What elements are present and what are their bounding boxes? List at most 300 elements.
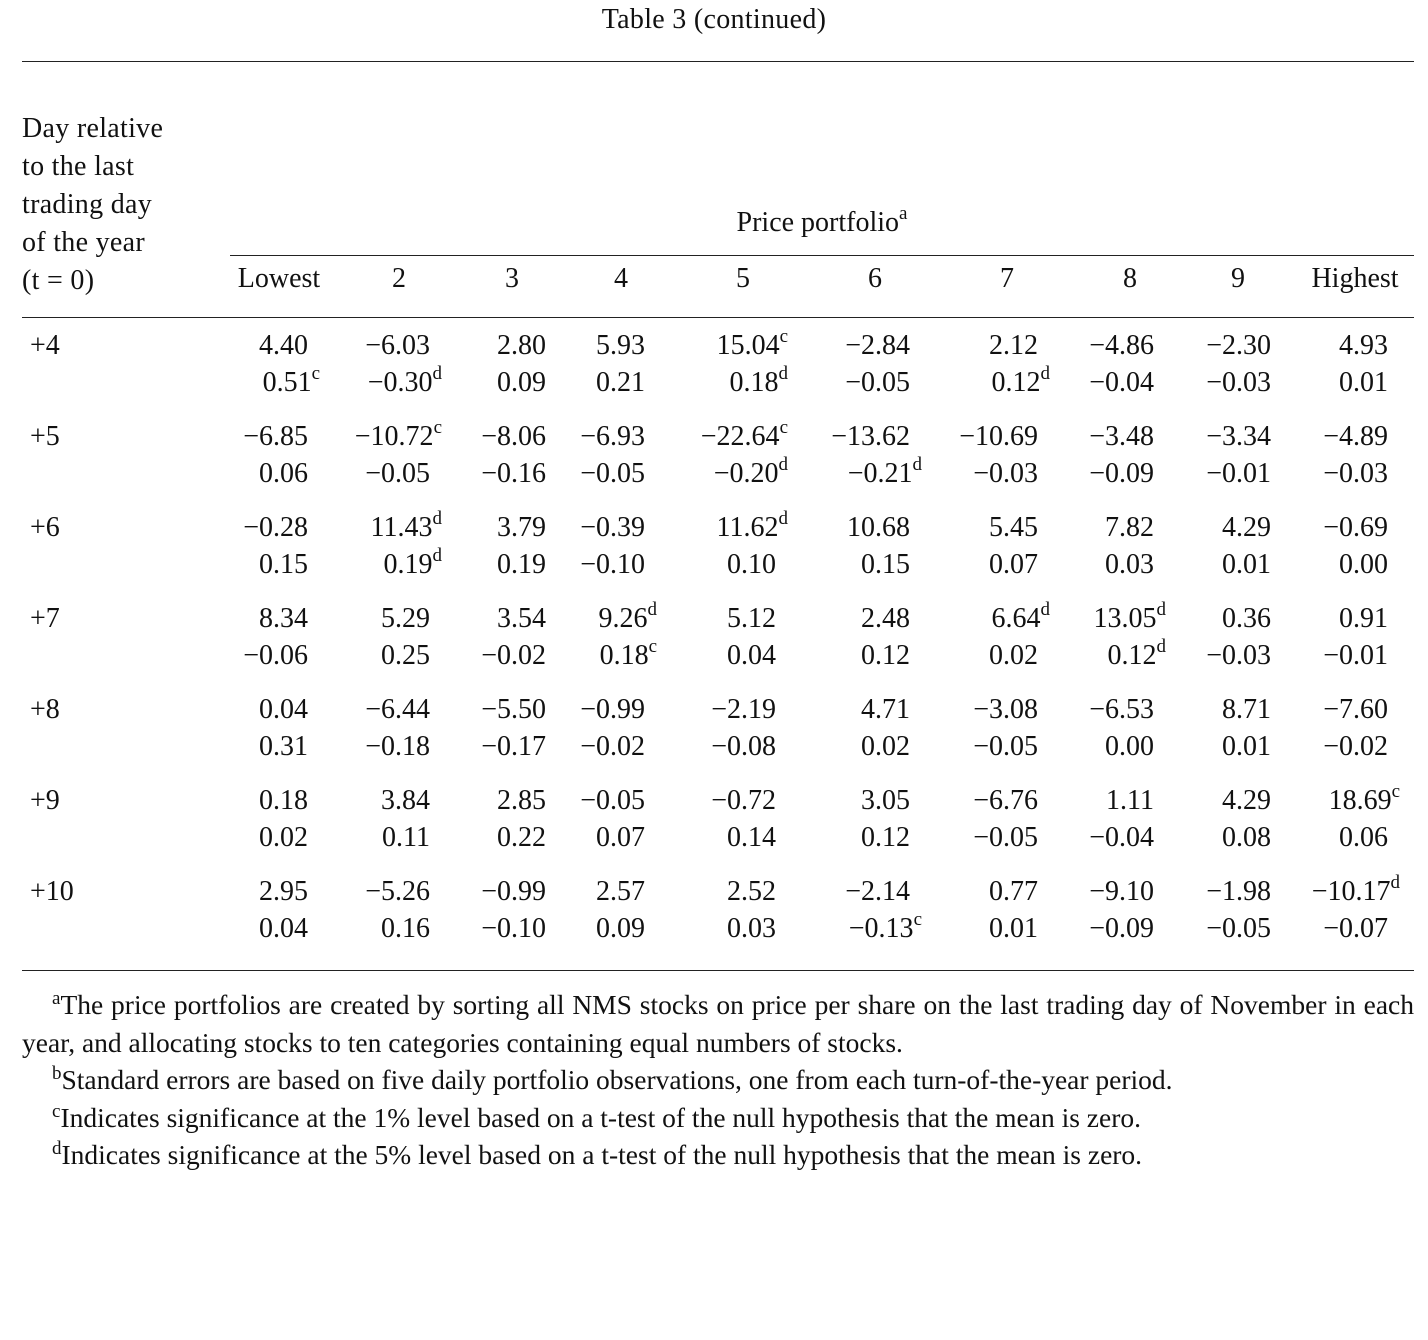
cell-value: −0.03 [973, 458, 1038, 489]
significance-mark: d [1156, 598, 1166, 620]
estimate-cell [1206, 876, 1283, 908]
statistic-cell [383, 544, 443, 581]
row-label: +7 [30, 603, 60, 634]
estimate-cell [989, 512, 1050, 544]
cell-value: 0.51 [262, 367, 312, 398]
significance-mark: d [432, 544, 442, 566]
cell-value: 0.10 [727, 549, 776, 580]
cell-value: −0.05 [365, 458, 430, 489]
cell-value: −0.05 [973, 731, 1038, 762]
statistic-cell [481, 458, 558, 490]
cell-value: −10.69 [959, 421, 1038, 452]
cell-value: −0.05 [580, 785, 645, 816]
estimate-cell [365, 330, 442, 362]
estimate-cell [481, 421, 558, 453]
cell-value: 5.93 [596, 330, 645, 361]
cell-value: 0.00 [1105, 731, 1154, 762]
statistic-cell [497, 367, 558, 399]
cell-value: −0.05 [973, 822, 1038, 853]
cell-value: −0.05 [845, 367, 910, 398]
footnote-text: Standard errors are based on five daily portfolio observations, one from each turn-of-the-year period. [61, 1064, 1173, 1095]
statistic-cell [497, 822, 558, 854]
estimate-cell [481, 694, 558, 726]
statistic-cell [259, 913, 320, 945]
cell-value: 0.01 [989, 913, 1038, 944]
statistic-cell [1206, 367, 1283, 399]
column-header: 3 [505, 263, 519, 294]
statistic-cell [847, 453, 922, 490]
statistic-cell [580, 549, 657, 581]
cell-value: −10.17 [1311, 876, 1391, 907]
statistic-cell [596, 913, 657, 945]
significance-mark: d [1156, 635, 1166, 657]
footnote [22, 1061, 1414, 1099]
cell-value: −2.30 [1206, 330, 1271, 361]
cell-value: 3.79 [497, 512, 546, 543]
cell-value: −0.05 [580, 458, 645, 489]
row-label: +10 [30, 876, 74, 907]
cell-value: 0.18 [259, 785, 308, 816]
cell-value: 3.84 [381, 785, 430, 816]
statistic-cell [973, 458, 1050, 490]
statistic-cell [1206, 458, 1283, 490]
spanner-header [230, 202, 1414, 239]
cell-value: 13.05 [1093, 603, 1157, 634]
table-notes [22, 986, 1414, 1174]
estimate-cell [1222, 785, 1283, 817]
statistic-cell [259, 822, 320, 854]
statistic-cell [481, 913, 558, 945]
cell-value: 0.09 [596, 913, 645, 944]
spanner-rule [230, 255, 1414, 256]
estimate-cell [700, 416, 788, 453]
estimate-cell [259, 603, 320, 635]
cell-value: −10.72 [354, 421, 434, 452]
estimate-cell [354, 416, 442, 453]
statistic-cell [243, 640, 320, 672]
cell-value: 0.01 [1222, 549, 1271, 580]
estimate-cell [1328, 780, 1400, 817]
cell-value: 2.48 [861, 603, 910, 634]
estimate-cell [243, 512, 320, 544]
statistic-cell [1105, 549, 1166, 581]
estimate-cell [580, 785, 657, 817]
statistic-cell [481, 731, 558, 763]
cell-value: 4.71 [861, 694, 910, 725]
cell-value: −3.48 [1089, 421, 1154, 452]
column-header: 8 [1123, 263, 1137, 294]
cell-value: −4.89 [1323, 421, 1388, 452]
statistic-cell [729, 362, 789, 399]
estimate-cell [580, 694, 657, 726]
cell-value: 0.12 [861, 640, 910, 671]
footnote-mark: c [52, 1100, 61, 1122]
statistic-cell [1206, 640, 1283, 672]
cell-value: −0.07 [1323, 913, 1388, 944]
stub-header-line: Day relative [22, 113, 164, 144]
column-header: 4 [614, 263, 628, 294]
estimate-cell [861, 694, 922, 726]
cell-value: −0.05 [1206, 913, 1271, 944]
statistic-cell [711, 731, 788, 763]
statistic-cell [599, 635, 657, 672]
cell-value: −0.28 [243, 512, 308, 543]
cell-value: 6.64 [991, 603, 1041, 634]
cell-value: 0.77 [989, 876, 1038, 907]
cell-value: 0.14 [727, 822, 776, 853]
estimate-cell [973, 785, 1050, 817]
cell-value: 0.21 [596, 367, 645, 398]
cell-value: 0.25 [381, 640, 430, 671]
spanner-mark: a [899, 202, 908, 224]
cell-value: −8.06 [481, 421, 546, 452]
cell-value: 0.04 [727, 640, 776, 671]
cell-value: −0.03 [1323, 458, 1388, 489]
significance-mark: d [1040, 598, 1050, 620]
cell-value: 8.34 [259, 603, 308, 634]
statistic-cell [580, 731, 657, 763]
estimate-cell [381, 603, 442, 635]
cell-value: 2.12 [989, 330, 1038, 361]
top-rule [22, 61, 1414, 62]
estimate-cell [831, 421, 922, 453]
column-header: Lowest [237, 263, 321, 294]
cell-value: −0.72 [711, 785, 776, 816]
cell-value: −2.14 [845, 876, 910, 907]
stub-header [22, 110, 163, 300]
statistic-cell [1105, 731, 1166, 763]
cell-value: 2.80 [497, 330, 546, 361]
estimate-cell [845, 330, 922, 362]
cell-value: −6.93 [580, 421, 645, 452]
footnote-text: The price portfolios are created by sorting all NMS stocks on price per share on the last trading day of November in each year, and allocating stocks to ten categories containing equal numbers of stocks. [22, 989, 1414, 1058]
cell-value: 1.11 [1106, 785, 1154, 816]
statistic-cell [1222, 549, 1283, 581]
statistic-cell [382, 822, 442, 854]
cell-value: 10.68 [847, 512, 910, 543]
statistic-cell [1107, 635, 1167, 672]
statistic-cell [1089, 913, 1166, 945]
cell-value: 0.01 [1222, 731, 1271, 762]
cell-value: 0.12 [991, 367, 1041, 398]
cell-value: −0.04 [1089, 822, 1154, 853]
cell-value: −0.39 [580, 512, 645, 543]
cell-value: −0.16 [481, 458, 546, 489]
header-rule [22, 317, 1414, 318]
significance-mark: d [432, 362, 442, 384]
cell-value: 0.15 [259, 549, 308, 580]
stub-header-line: to the last [22, 151, 135, 182]
estimate-cell [716, 507, 788, 544]
cell-value: −5.26 [365, 876, 430, 907]
cell-value: 2.57 [596, 876, 645, 907]
cell-value: −0.04 [1089, 367, 1154, 398]
estimate-cell [580, 512, 657, 544]
statistic-cell [1222, 822, 1283, 854]
cell-value: −9.10 [1089, 876, 1154, 907]
statistic-cell [1206, 913, 1283, 945]
cell-value: 0.16 [381, 913, 430, 944]
cell-value: 0.06 [1339, 822, 1388, 853]
statistic-cell [991, 362, 1051, 399]
estimate-cell [727, 876, 788, 908]
spanner-text: Price portfolio [736, 207, 900, 238]
cell-value: −4.86 [1089, 330, 1154, 361]
cell-value: 0.36 [1222, 603, 1271, 634]
column-header: 9 [1231, 263, 1245, 294]
row-label: +8 [30, 694, 60, 725]
statistic-cell [259, 731, 320, 763]
cell-value: −6.44 [365, 694, 430, 725]
significance-mark: d [1390, 871, 1400, 893]
cell-value: 0.08 [1222, 822, 1271, 853]
estimate-cell [847, 512, 922, 544]
footnote-mark: a [52, 987, 61, 1009]
cell-value: 18.69 [1328, 785, 1392, 816]
cell-value: 0.07 [596, 822, 645, 853]
cell-value: −0.02 [1323, 731, 1388, 762]
estimate-cell [973, 694, 1050, 726]
significance-mark: d [647, 598, 657, 620]
cell-value: −0.03 [1206, 367, 1271, 398]
statistic-cell [262, 362, 320, 399]
estimate-cell [598, 598, 658, 635]
significance-mark: d [778, 362, 788, 384]
statistic-cell [367, 362, 442, 399]
estimate-cell [727, 603, 788, 635]
cell-value: −0.10 [580, 549, 645, 580]
statistic-cell [1323, 731, 1400, 763]
cell-value: 0.02 [989, 640, 1038, 671]
statistic-cell [596, 367, 657, 399]
estimate-cell [1206, 330, 1283, 362]
estimate-cell [711, 694, 788, 726]
statistic-cell [1089, 458, 1166, 490]
significance-mark: c [1391, 780, 1400, 802]
cell-value: 4.93 [1339, 330, 1388, 361]
estimate-cell [259, 876, 320, 908]
estimate-cell [1089, 876, 1166, 908]
estimate-cell [381, 785, 442, 817]
cell-value: −0.13 [848, 913, 914, 944]
cell-value: −3.34 [1206, 421, 1271, 452]
statistic-cell [481, 640, 558, 672]
cell-value: 8.71 [1222, 694, 1271, 725]
significance-mark: d [432, 507, 442, 529]
estimate-cell [497, 785, 558, 817]
statistic-cell [580, 458, 657, 490]
row-label: +5 [30, 421, 60, 452]
estimate-cell [1106, 785, 1166, 817]
cell-value: −0.03 [1206, 640, 1271, 671]
estimate-cell [580, 421, 657, 453]
estimate-cell [716, 325, 788, 362]
stub-header-line: trading day [22, 189, 153, 220]
estimate-cell [1222, 603, 1283, 635]
cell-value: 0.09 [497, 367, 546, 398]
estimate-cell [1089, 694, 1166, 726]
footnote-mark: b [52, 1062, 62, 1084]
footnote-text: Indicates significance at the 5% level based on a t-test of the null hypothesis that the mean is zero. [61, 1139, 1143, 1170]
cell-value: −13.62 [831, 421, 910, 452]
statistic-cell [1089, 367, 1166, 399]
statistic-cell [1323, 913, 1400, 945]
estimate-cell [1323, 421, 1400, 453]
cell-value: 2.52 [727, 876, 776, 907]
cell-value: 4.29 [1222, 512, 1271, 543]
estimate-cell [1206, 421, 1283, 453]
statistic-cell [1339, 822, 1400, 854]
estimate-cell [1339, 603, 1400, 635]
footnote [22, 1099, 1414, 1137]
estimate-cell [711, 785, 788, 817]
row-label: +4 [30, 330, 60, 361]
cell-value: 3.05 [861, 785, 910, 816]
cell-value: 0.12 [861, 822, 910, 853]
estimate-cell [497, 330, 558, 362]
footnote-mark: d [52, 1137, 62, 1159]
statistic-cell [727, 822, 788, 854]
cell-value: 0.31 [259, 731, 308, 762]
estimate-cell [1339, 330, 1400, 362]
cell-value: −1.98 [1206, 876, 1271, 907]
significance-mark: c [779, 325, 788, 347]
statistic-cell [861, 640, 922, 672]
cell-value: 0.02 [861, 731, 910, 762]
estimate-cell [1323, 512, 1400, 544]
cell-value: 0.19 [497, 549, 546, 580]
statistic-cell [861, 731, 922, 763]
cell-value: 0.04 [259, 913, 308, 944]
significance-mark: d [778, 453, 788, 475]
cell-value: −0.06 [243, 640, 308, 671]
column-header: 7 [1000, 263, 1014, 294]
statistic-cell [1339, 549, 1400, 581]
cell-value: −0.01 [1206, 458, 1271, 489]
significance-mark: c [913, 908, 922, 930]
cell-value: −5.50 [481, 694, 546, 725]
statistic-cell [1323, 458, 1400, 490]
estimate-cell [370, 507, 442, 544]
statistic-cell [259, 549, 320, 581]
cell-value: −0.10 [481, 913, 546, 944]
cell-value: −0.99 [481, 876, 546, 907]
statistic-cell [989, 913, 1050, 945]
estimate-cell [243, 421, 320, 453]
stub-header-line: of the year [22, 227, 146, 258]
statistic-cell [259, 458, 320, 490]
cell-value: −6.85 [243, 421, 308, 452]
cell-value: −0.18 [365, 731, 430, 762]
statistic-cell [1222, 731, 1283, 763]
statistic-cell [989, 549, 1050, 581]
table-caption: Table 3 (continued) [601, 4, 827, 35]
cell-value: −0.09 [1089, 458, 1154, 489]
statistic-cell [1089, 822, 1166, 854]
cell-value: 5.29 [381, 603, 430, 634]
cell-value: −2.84 [845, 330, 910, 361]
cell-value: 15.04 [716, 330, 780, 361]
column-header: 6 [868, 263, 882, 294]
cell-value: 9.26 [598, 603, 648, 634]
estimate-cell [1222, 512, 1283, 544]
footnote [22, 1136, 1414, 1174]
column-header: Highest [1311, 263, 1399, 294]
statistic-cell [596, 822, 657, 854]
cell-value: −0.21 [847, 458, 913, 489]
estimate-cell [1311, 871, 1400, 908]
estimate-cell [259, 330, 320, 362]
estimate-cell [365, 694, 442, 726]
cell-value: −6.03 [365, 330, 430, 361]
cell-value: −0.08 [711, 731, 776, 762]
cell-value: −6.76 [973, 785, 1038, 816]
estimate-cell [1105, 512, 1166, 544]
cell-value: 0.03 [1105, 549, 1154, 580]
cell-value: −7.60 [1323, 694, 1388, 725]
significance-mark: c [648, 635, 657, 657]
cell-value: −0.69 [1323, 512, 1388, 543]
cell-value: −0.09 [1089, 913, 1154, 944]
column-header: 2 [392, 263, 406, 294]
cell-value: 11.43 [370, 512, 433, 543]
statistic-cell [861, 822, 922, 854]
cell-value: 0.01 [1339, 367, 1388, 398]
significance-mark: c [311, 362, 320, 384]
cell-value: 0.04 [259, 694, 308, 725]
cell-value: 4.40 [259, 330, 308, 361]
cell-value: 11.62 [716, 512, 779, 543]
cell-value: 3.54 [497, 603, 546, 634]
significance-mark: d [912, 453, 922, 475]
statistic-cell [713, 453, 788, 490]
estimate-cell [959, 421, 1050, 453]
cell-value: 0.15 [861, 549, 910, 580]
cell-value: 0.19 [383, 549, 433, 580]
estimate-cell [991, 598, 1051, 635]
estimate-cell [1089, 421, 1166, 453]
estimate-cell [1323, 694, 1400, 726]
estimate-cell [861, 785, 922, 817]
cell-value: 0.07 [989, 549, 1038, 580]
statistic-cell [973, 822, 1050, 854]
statistic-cell [989, 640, 1050, 672]
statistic-cell [845, 367, 922, 399]
estimate-cell [365, 876, 442, 908]
bottom-rule [22, 970, 1414, 971]
statistic-cell [1339, 367, 1400, 399]
cell-value: 5.45 [989, 512, 1038, 543]
statistic-cell [727, 640, 788, 672]
column-header: 5 [736, 263, 750, 294]
estimate-cell [497, 603, 558, 635]
estimate-cell [1089, 330, 1166, 362]
estimate-cell [596, 330, 657, 362]
statistic-cell [973, 731, 1050, 763]
stub-header-line: (t = 0) [22, 265, 95, 296]
cell-value: 5.12 [727, 603, 776, 634]
cell-value: 0.18 [729, 367, 779, 398]
estimate-cell [845, 876, 922, 908]
cell-value: 0.22 [497, 822, 546, 853]
estimate-cell [1093, 598, 1167, 635]
significance-mark: d [778, 507, 788, 529]
cell-value: −3.08 [973, 694, 1038, 725]
statistic-cell [381, 913, 442, 945]
cell-value: 0.18 [599, 640, 649, 671]
cell-value: 0.06 [259, 458, 308, 489]
significance-mark: c [779, 416, 788, 438]
